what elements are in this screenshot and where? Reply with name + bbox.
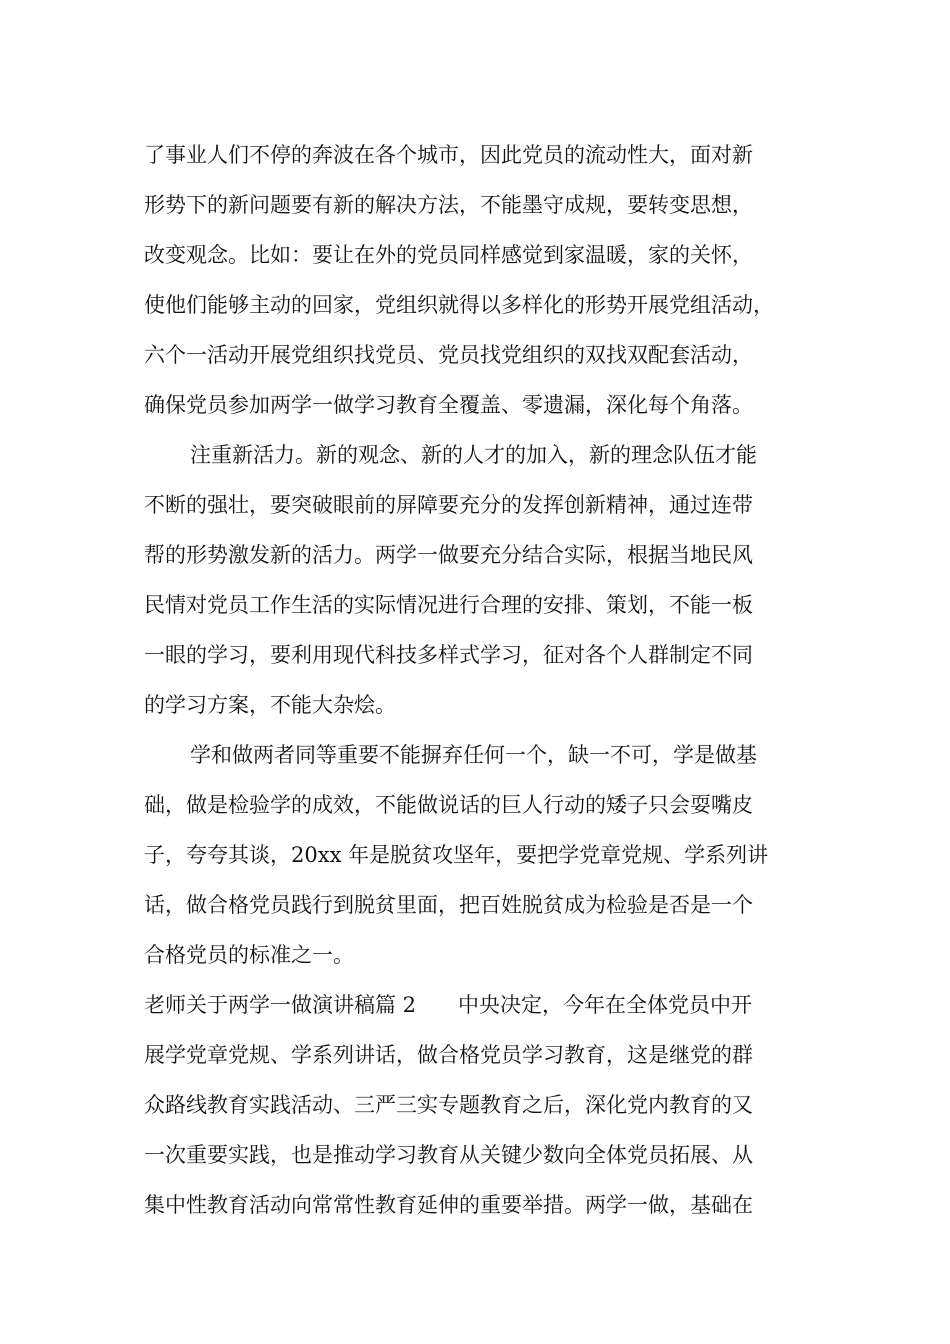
text-line: 帮的形势激发新的活力。两学一做要充分结合实际，根据当地民风 [144,543,753,567]
text-line: 形势下的新问题要有新的解决方法，不能墨守成规，要转变思想， [144,193,753,217]
document-body [144,130,844,1230]
text-line: 不断的强壮，要突破眼前的屏障要充分的发挥创新精神，通过连带 [144,493,753,517]
text-line: 一次重要实践，也是推动学习教育从关键少数向全体党员拓展、从 [144,1143,753,1167]
text-line: 民情对党员工作生活的实际情况进行合理的安排、策划，不能一板 [144,593,753,617]
text-line: 众路线教育实践活动、三严三实专题教育之后，深化党内教育的又 [144,1093,753,1117]
text-line: 合格党员的标准之一。 [144,943,354,967]
paragraph-start-line: 注重新活力。新的观念、新的人才的加入，新的理念队伍才能 [190,443,757,467]
section-heading-line: 老师关于两学一做演讲稿篇 2 中央决定，今年在全体党员中开 [144,993,753,1017]
text-line: 了事业人们不停的奔波在各个城市，因此党员的流动性大，面对新 [144,143,753,167]
paragraph-start-line: 学和做两者同等重要不能摒弃任何一个，缺一不可，学是做基 [190,743,757,767]
text-line: 集中性教育活动向常常性教育延伸的重要举措。两学一做，基础在 [144,1193,753,1217]
text-line: 础，做是检验学的成效，不能做说话的巨人行动的矮子只会耍嘴皮 [144,793,753,817]
text-line: 确保党员参加两学一做学习教育全覆盖、零遗漏，深化每个角落。 [144,393,753,417]
text-line: 六个一活动开展党组织找党员、党员找党组织的双找双配套活动， [144,343,753,367]
text-line: 子，夸夸其谈，20xx 年是脱贫攻坚年，要把学党章党规、学系列讲 [144,843,769,867]
text-line: 一眼的学习，要利用现代科技多样式学习，征对各个人群制定不同 [144,643,753,667]
text-line: 使他们能够主动的回家，党组织就得以多样化的形势开展党组活动， [144,293,774,317]
text-line: 的学习方案，不能大杂烩。 [144,693,396,717]
text-line: 改变观念。比如：要让在外的党员同样感觉到家温暖，家的关怀， [144,243,753,267]
text-line: 展学党章党规、学系列讲话，做合格党员学习教育，这是继党的群 [144,1043,753,1067]
text-line: 话，做合格党员践行到脱贫里面，把百姓脱贫成为检验是否是一个 [144,893,753,917]
